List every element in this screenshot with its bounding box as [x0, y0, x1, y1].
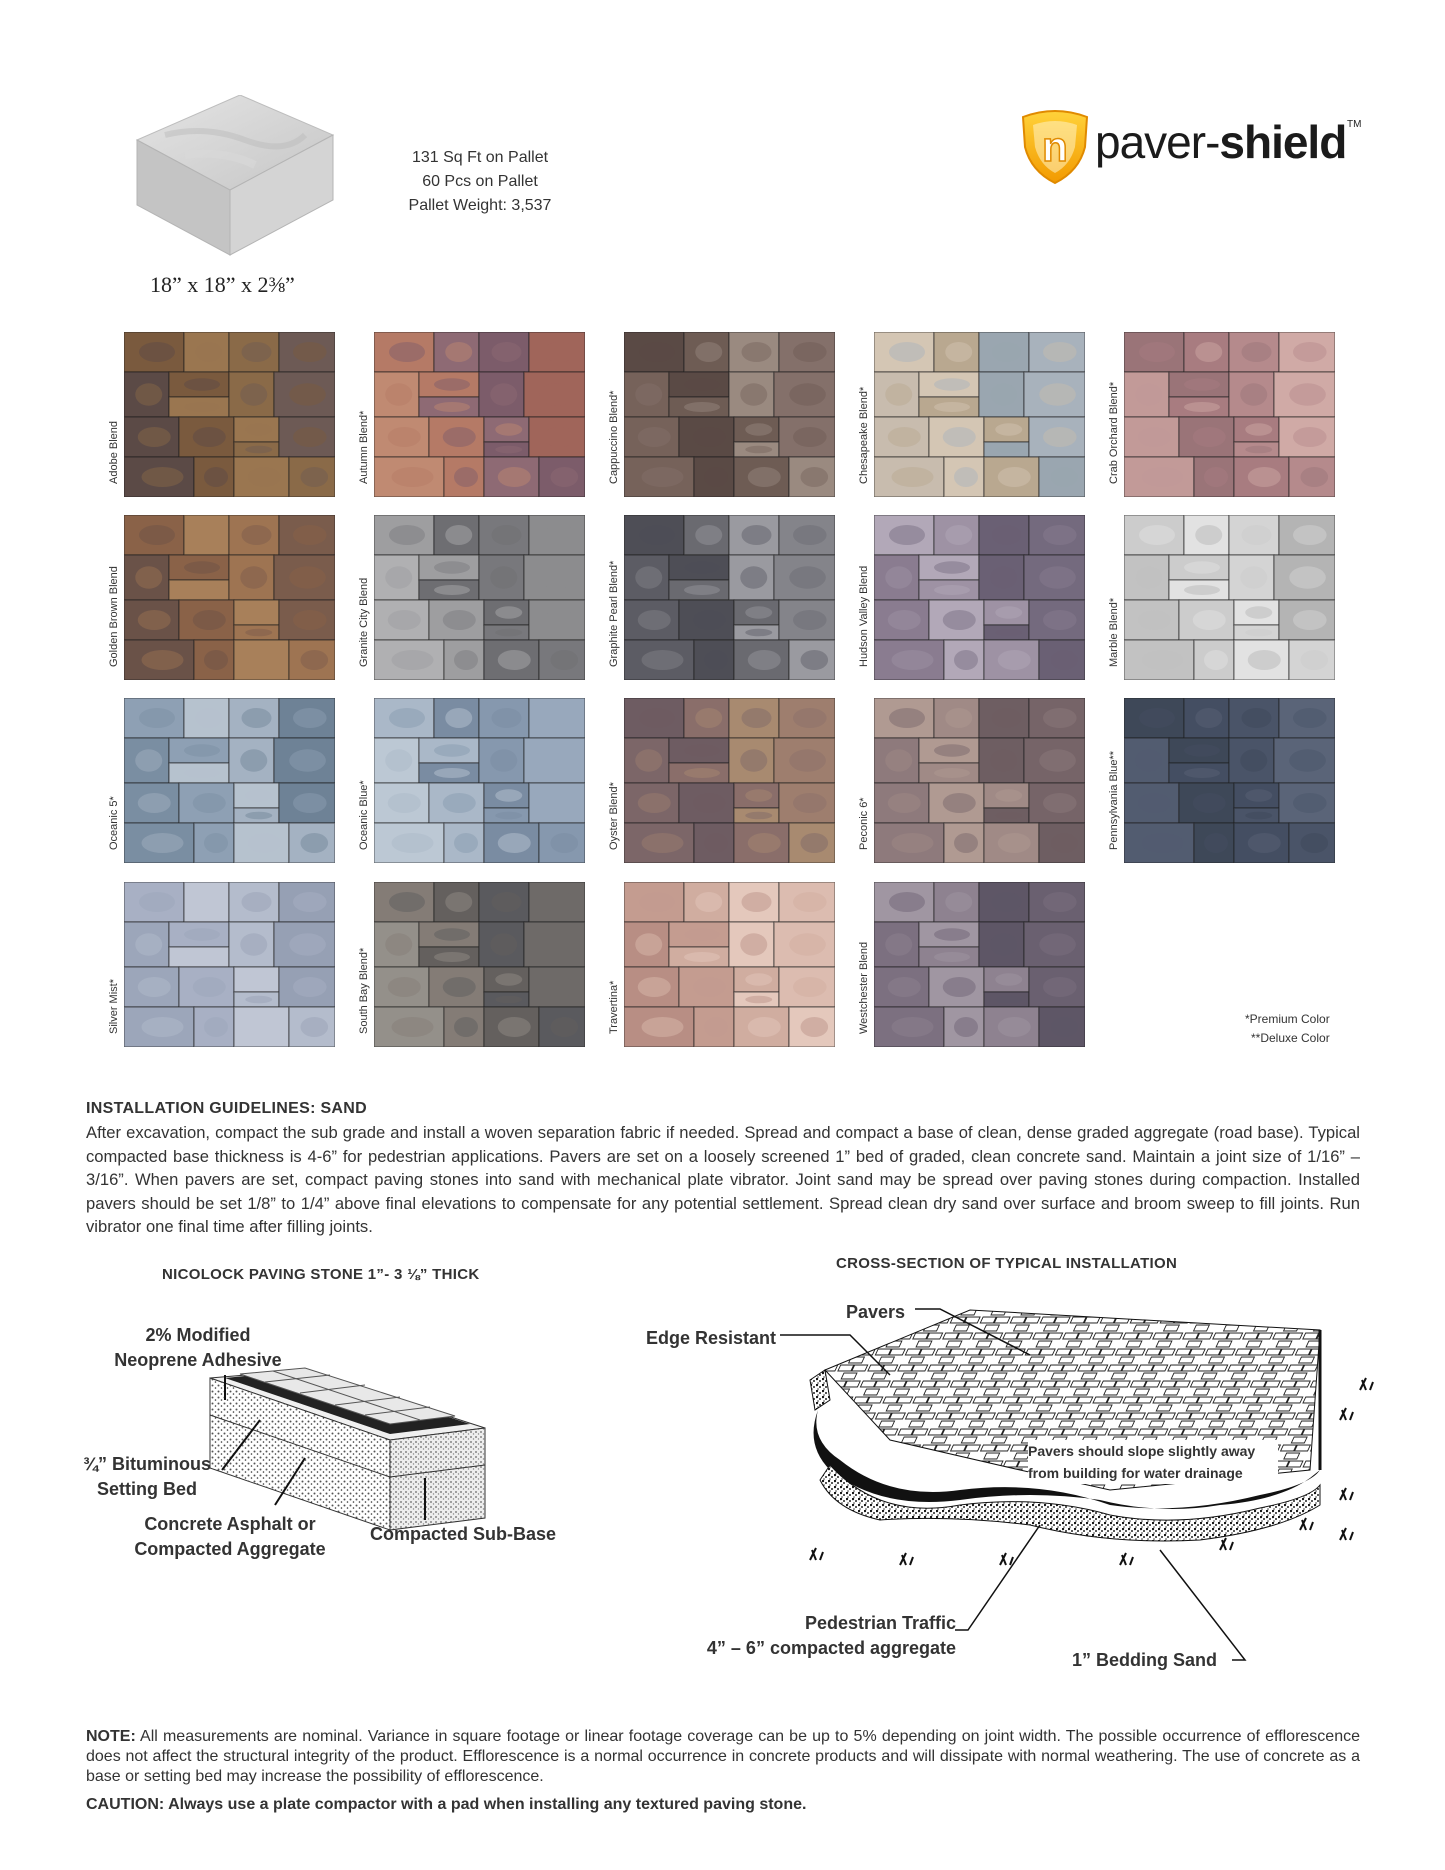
color-swatch: [860, 698, 1085, 863]
caution-text: CAUTION: Always use a plate compactor with a pad when installing any textured paving stone.: [86, 1796, 807, 1813]
shield-icon: [1015, 105, 1095, 185]
pavers-callout: Pavers: [846, 1302, 906, 1322]
note-text: All measurements are nominal. Variance in square footage or linear footage coverage can be up to 5% depending on joint width. The possible occurrence of efflorescence does not affect the structural integrity of the product. Efflorescence is a normal occurrence in concrete products and will dissipate with normal weathering. The use of concrete as a base or setting bed may increase the possibility of efflorescence.: [86, 1728, 1360, 1785]
swatch-label: Oceanic 5*: [108, 796, 120, 850]
swatch-image: [624, 698, 835, 863]
deluxe-color-note: **Deluxe Color: [1250, 1031, 1330, 1045]
color-swatch: [610, 515, 835, 680]
pallet-area: 131 Sq Ft on Pallet: [411, 149, 549, 166]
setting-bed-line-1: ¾” Bituminous: [82, 1454, 211, 1474]
swatch-image: [624, 515, 835, 680]
swatch-image: [624, 332, 835, 497]
slope-line-1: Pavers should slope slightly away: [1028, 1443, 1256, 1459]
paving-stone-diagram-title: NICOLOCK PAVING STONE 1”- 3 ⅛” THICK: [162, 1266, 480, 1283]
cross-section-title: CROSS-SECTION OF TYPICAL INSTALLATION: [836, 1255, 1178, 1272]
traffic-line-1: Pedestrian Traffic: [804, 1613, 956, 1633]
logo-trademark: TM: [1347, 119, 1362, 130]
swatch-label: Crab Orchard Blend*: [1108, 381, 1120, 484]
logo-wordmark: [1095, 115, 1346, 169]
color-swatch: [610, 332, 835, 497]
adhesive-line-2: Neoprene Adhesive: [114, 1350, 282, 1370]
color-swatch: [1110, 332, 1335, 497]
color-swatch: [610, 698, 835, 863]
swatch-label: Cappuccino Blend*: [608, 390, 620, 484]
swatch-label: Travertina*: [608, 980, 620, 1034]
swatch-label: Westchester Blend: [858, 941, 870, 1034]
logo-word-bold: shield: [1219, 116, 1347, 168]
note-label: NOTE:: [86, 1728, 136, 1745]
slope-line-2: from building for water drainage: [1028, 1465, 1243, 1481]
installation-body: After excavation, compact the sub grade and install a woven separation fabric if needed. Spread and compact a base of clean, dense graded aggregate (road base). Typical compacted base thickness is 4-6” for pedestrian applications. Pavers are set on a loosely screened 1” bed of graded, clean concrete sand. Maintain a joint size of 1/16” – 3/16”. When pavers are set, compact paving stones into sand with mechanical plate vibrator. Joint sand may be spread over paving stones during compaction. Installed pavers should be set 1/8” to 1/4” above final elevations to compensate for any potential settlement. Spread clean dry sand over surface and broom sweep to fill joints. Run vibrator one final time after filling joints.: [86, 1123, 1360, 1236]
color-legend: [1245, 1010, 1330, 1048]
pallet-weight: Pallet Weight: 3,537: [408, 197, 552, 214]
color-swatch: [860, 515, 1085, 680]
swatch-label: Peconic 6*: [858, 797, 870, 850]
swatch-label: Pennsylvania Blue**: [1108, 750, 1120, 850]
swatch-image: [1124, 332, 1335, 497]
swatch-label: Oceanic Blue*: [358, 780, 370, 850]
swatch-image: [1124, 515, 1335, 680]
swatch-image: [624, 882, 835, 1047]
swatch-label: Oyster Blend*: [608, 782, 620, 850]
swatch-image: [1124, 698, 1335, 863]
swatch-image: [874, 515, 1085, 680]
swatch-label: Hudson Valley Blend: [858, 565, 870, 667]
bedding-sand-callout: 1” Bedding Sand: [1072, 1650, 1218, 1670]
swatch-label: South Bay Blend*: [358, 947, 370, 1034]
swatch-label: Adobe Blend: [108, 421, 120, 484]
swatch-label: Marble Blend*: [1108, 597, 1120, 667]
color-swatch: [860, 882, 1085, 1047]
pallet-pieces: 60 Pcs on Pallet: [422, 173, 538, 190]
paver-shield-logo: [1015, 105, 1375, 185]
color-swatch: [1110, 515, 1335, 680]
setting-bed-line-2: Setting Bed: [96, 1479, 197, 1499]
swatch-label: Silver Mist*: [108, 978, 120, 1034]
color-swatch: [610, 882, 835, 1047]
premium-color-note: *Premium Color: [1245, 1012, 1330, 1026]
installation-title: INSTALLATION GUIDELINES: SAND: [86, 1100, 367, 1117]
swatch-label: Chesapeake Blend*: [858, 386, 870, 484]
product-dimensions: 18” x 18” x 2⅜”: [150, 272, 295, 297]
traffic-line-2: 4” – 6” compacted aggregate: [706, 1638, 956, 1658]
adhesive-line-1: 2% Modified: [145, 1325, 251, 1345]
swatch-label: Graphite Pearl Blend*: [608, 560, 620, 667]
swatch-image: [874, 698, 1085, 863]
edge-resistant-callout: Edge Resistant: [646, 1328, 777, 1348]
logo-word-regular: paver-: [1095, 116, 1220, 168]
logo-badge-letter: n: [1042, 123, 1068, 170]
base-line-1: Concrete Asphalt or: [144, 1514, 316, 1534]
right-diagram-leaders: [600, 1280, 1300, 1700]
color-swatch: [1110, 698, 1335, 863]
color-swatch: [860, 332, 1085, 497]
swatch-image: [874, 882, 1085, 1047]
swatch-label: Granite City Blend: [358, 577, 370, 667]
subbase-callout: Compacted Sub-Base: [370, 1524, 557, 1544]
swatch-image: [874, 332, 1085, 497]
left-diagram-leaders: [0, 0, 600, 1600]
swatch-label: Autumn Blend*: [358, 410, 370, 484]
note-paragraph: [86, 1727, 1360, 1787]
base-line-2: Compacted Aggregate: [134, 1539, 326, 1559]
swatch-label: Golden Brown Blend: [108, 566, 120, 667]
